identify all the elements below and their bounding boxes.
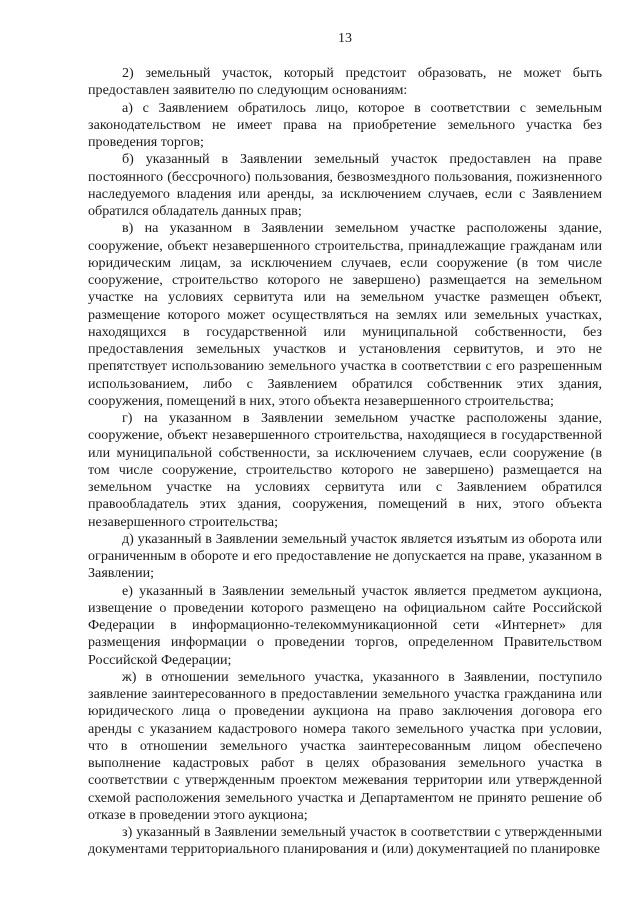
document-page xyxy=(88,30,602,859)
paragraph-d: д) указанный в Заявлении земельный участок является изъятым из оборота или ограниченным в обороте и его предоставление не допускается на праве, указанном в Заявлении; xyxy=(88,530,602,582)
document-body xyxy=(88,65,602,859)
page-number: 13 xyxy=(338,31,352,46)
paragraph-zh: ж) в отношении земельного участка, указанного в Заявлении, поступило заявление заинтересованного в предоставлении земельного участка гражданина или юридического лица о проведении аукциона на право заключения договора его аренды с указанием кадастрового номера такого земельного участка при условии, что в отношении земельного участка заинтересованным лицом обеспечено выполнение кадастровых работ в целях образования земельного участка в соответствии с утвержденным проектом межевания территории или утвержденной схемой расположения земельного участка и Департаментом не принято решение об отказе в проведении этого аукциона; xyxy=(88,668,602,823)
paragraph-v: в) на указанном в Заявлении земельном участке расположены здание, сооружение, объект незавершенного строительства, принадлежащие гражданам или юридическим лицам, за исключением случаев, если сооружение (в том числе сооружение, строительство которого не завершено) размещается на земельном участке на условиях сервитута или на земельном участке размещен объект, размещение которого может осуществляться на землях или земельных участках, находящихся в государственной или муниципальной собственности, без предоставления земельных участков и установления сервитутов, и это не препятствует использованию земельного участка в соответствии с его разрешенным использованием, либо с Заявлением обратился собственник этих здания, сооружения, помещений в них, этого объекта незавершенного строительства; xyxy=(88,220,602,409)
paragraph-z: з) указанный в Заявлении земельный участок в соответствии с утвержденными документами территориального планирования и (или) документацией по планировке xyxy=(88,824,602,858)
paragraph-g: г) на указанном в Заявлении земельном участке расположены здание, сооружение, объект незавершенного строительства, находящиеся в государственной или муниципальной собственности, за исключением случаев, если сооружение (в том числе сооружение, строительство которого не завершено) размещается на земельном участке на условиях сервитута или с Заявлением обратился правообладатель этих здания, сооружения, помещений в них, этого объекта незавершенного строительства; xyxy=(88,410,602,530)
paragraph-a: а) с Заявлением обратилось лицо, которое в соответствии с земельным законодательством не имеет права на приобретение земельного участка без проведения торгов; xyxy=(88,99,602,150)
paragraph-b: б) указанный в Заявлении земельный участок предоставлен на праве постоянного (бессрочного) пользования, безвозмездного пользования, пожизненного наследуемого владения или аренды, за исключением случаев, если с Заявлением обратился обладатель данных прав; xyxy=(88,151,602,219)
paragraph-2-intro: 2) земельный участок, который предстоит образовать, не может быть предоставлен заявителю по следующим основаниям: xyxy=(88,65,602,99)
paragraph-e: е) указанный в Заявлении земельный участок является предметом аукциона, извещение о проведении которого размещено на официальном сайте Российской Федерации в информационно-телекоммуникационной сети «Интернет» для размещения информации о проведении торгов, определенном Правительством Российской Федерации; xyxy=(88,582,602,668)
